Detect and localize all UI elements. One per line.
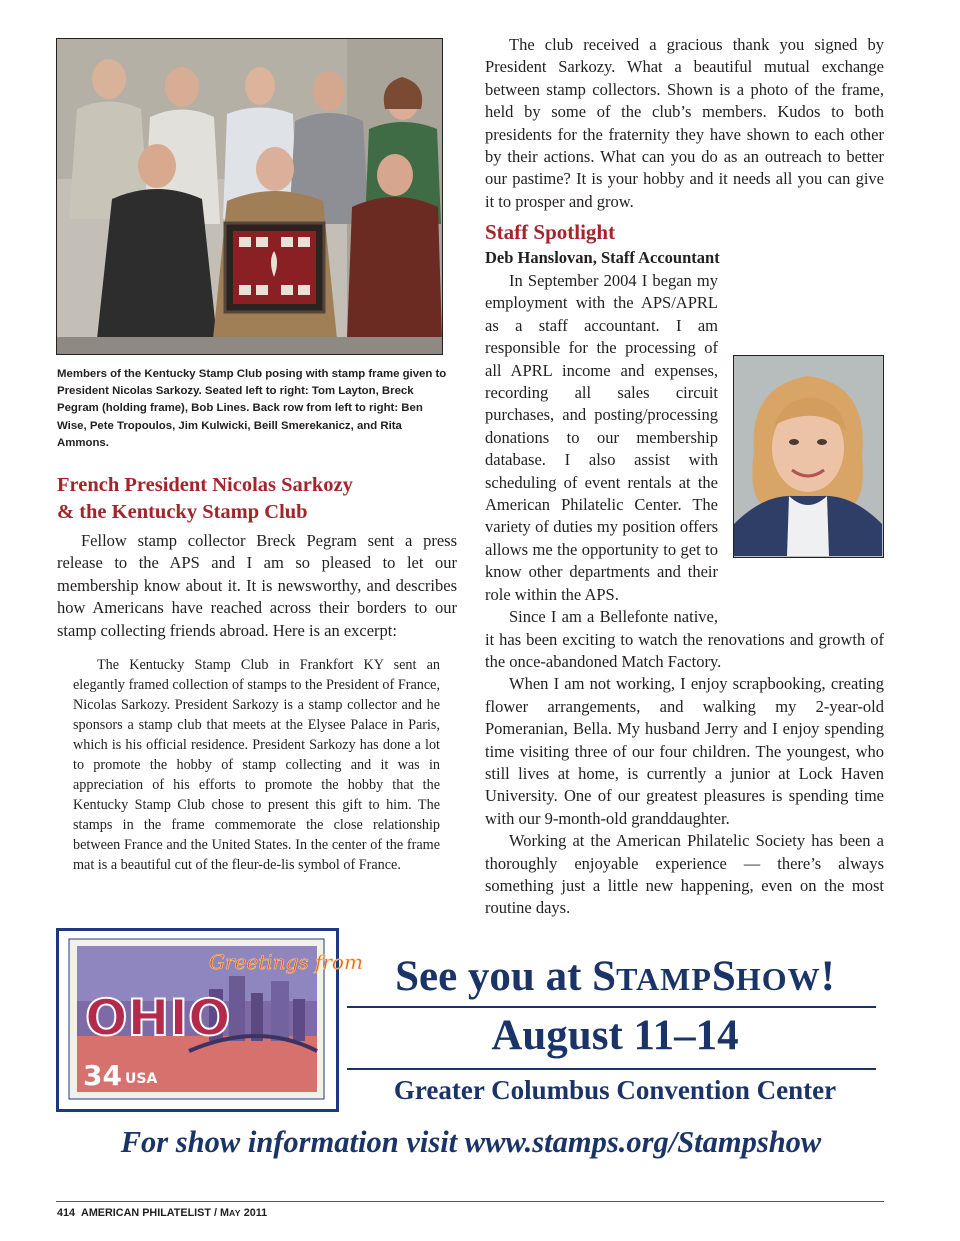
spotlight-paragraph-2: Since I am a Bellefonte native, it has been exciting to watch the renovations and growth of the once-abandoned Match Factory.	[485, 607, 884, 671]
stampshow-info-link[interactable]: For show information visit www.stamps.org/Stampshow	[120, 1125, 822, 1159]
publication-name: AMERICAN PHILATELIST	[81, 1207, 211, 1219]
headline-s1: S	[592, 953, 617, 1000]
article-continuation-paragraph: The club received a gracious thank you signed by President Sarkozy. What a beautiful mutual exchange between stamp collectors. Shown is a photo of the frame, held by some of the club’s members. Kudos to both presidents for the fraternity they have shown to each other by their actions. What can you do as an outreach to better our pastime? It is your hobby and it needs all you can give it to prosper and grow.	[485, 35, 884, 211]
club-members-photo	[56, 38, 443, 355]
ohio-stamp-illustration	[59, 931, 363, 1109]
headline-prefix: See you at	[395, 953, 593, 1000]
issue-year: 2011	[243, 1207, 268, 1219]
photo-caption	[57, 366, 449, 452]
stampshow-venue: Greater Columbus Convention Center	[393, 1075, 837, 1105]
stampshow-dates: August 11–14	[491, 1012, 739, 1059]
footer-rule	[56, 1201, 884, 1202]
page-footer	[57, 1206, 267, 1220]
stamp-greeting-text: Greetings from	[209, 950, 363, 974]
stamp-denomination-text: 34	[83, 1059, 122, 1092]
article-title	[57, 472, 449, 526]
page-number: 414	[57, 1207, 76, 1219]
stamp-country-text: USA	[125, 1071, 158, 1087]
ohio-stamp-image	[56, 928, 363, 1112]
excerpt-paragraph: The Kentucky Stamp Club in Frankfort KY sent an elegantly framed collection of stamps to the President of France, Nicolas Sarkozy. President Sarkozy is a stamp collector and he sponsors a stamp club that meets at the Elysee Palace in Paris, which is his official residence. President Sarkozy has done a lot to promote the hobby of stamp collecting and it was in appreciation of his efforts to promote the hobby that the Kentucky Stamp Club chose to present this gift to him. The stamps in the frame commemorate the close relationship between France and the United States. In the center of the frame mat is a beautiful cut of the fleur-de-lis symbol of France.	[73, 657, 440, 873]
ad-divider-2	[347, 1068, 876, 1070]
spotlight-paragraph-1: In September 2004 I began my employment with the APS/APRL as a staff accountant. I am responsible for the processing of all APRL income and expenses, recording all sales circuit purchases, and posting/processing donations to our membership database. I also assist with scheduling of event rentals at the American Philatelic Center. The variety of duties my position offers allows me the opportunity to get to know other departments and their role within the APS.	[485, 271, 718, 604]
staff-portrait-photo	[733, 355, 884, 558]
stamp-state-text: OHIO	[85, 989, 231, 1047]
stampshow-headline	[345, 951, 885, 1005]
issue-month-rest: AY	[228, 1208, 241, 1218]
headline-suffix: !	[820, 953, 835, 1000]
article-continuation	[485, 34, 884, 213]
headline-tamp: TAMP	[616, 961, 712, 997]
article-intro-paragraph: Fellow stamp collector Breck Pegram sent a press release to the APS and I am so pleased to let our membership know about it. It is newsworthy, and describes how Americans have reached across their borders to our stamp collecting friends abroad. Here is an excerpt:	[57, 531, 457, 640]
staff-spotlight-heading: Staff Spotlight	[485, 220, 616, 244]
staff-portrait-illustration	[734, 356, 882, 556]
spotlight-paragraph-4: Working at the American Philatelic Society has been a thoroughly enjoyable experience — there’s always something just a little new happening, even on the most routine days.	[485, 831, 884, 918]
footer-separator: /	[210, 1207, 220, 1219]
headline-how: HOW	[735, 961, 821, 997]
photo-caption-text: Members of the Kentucky Stamp Club posing with stamp frame given to President Nicolas Sarkozy. Seated left to right: Tom Layton, Breck Pegram (holding frame), Bob Lines. Back row from left to right: Ben Wise, Pete Tropoulos, Jim Kulwicki, Beill Smerekanicz, and Rita Ammons.	[57, 368, 447, 449]
article-intro	[57, 530, 457, 642]
club-members-photo-illustration	[57, 39, 442, 354]
press-release-excerpt	[73, 655, 440, 875]
spotlight-paragraph-3: When I am not working, I enjoy scrapbooking, creating flower arrangements, and walking my 2-year-old Pomeranian, Bella. My husband Jerry and I enjoy spending time visiting three of our four children. The youngest, who still lives at home, is currently a junior at Lock Haven University. One of our greatest pleasures is spending time with our 9-month-old granddaughter.	[485, 674, 884, 828]
staff-spotlight-subheading: Deb Hanslovan, Staff Accountant	[485, 248, 720, 267]
article-title-line-1: French President Nicolas Sarkozy	[57, 474, 353, 496]
article-title-line-2: & the Kentucky Stamp Club	[57, 501, 308, 523]
issue-month-initial: M	[219, 1207, 229, 1219]
headline-s2: S	[711, 953, 736, 1000]
ad-divider-1	[347, 1006, 876, 1008]
